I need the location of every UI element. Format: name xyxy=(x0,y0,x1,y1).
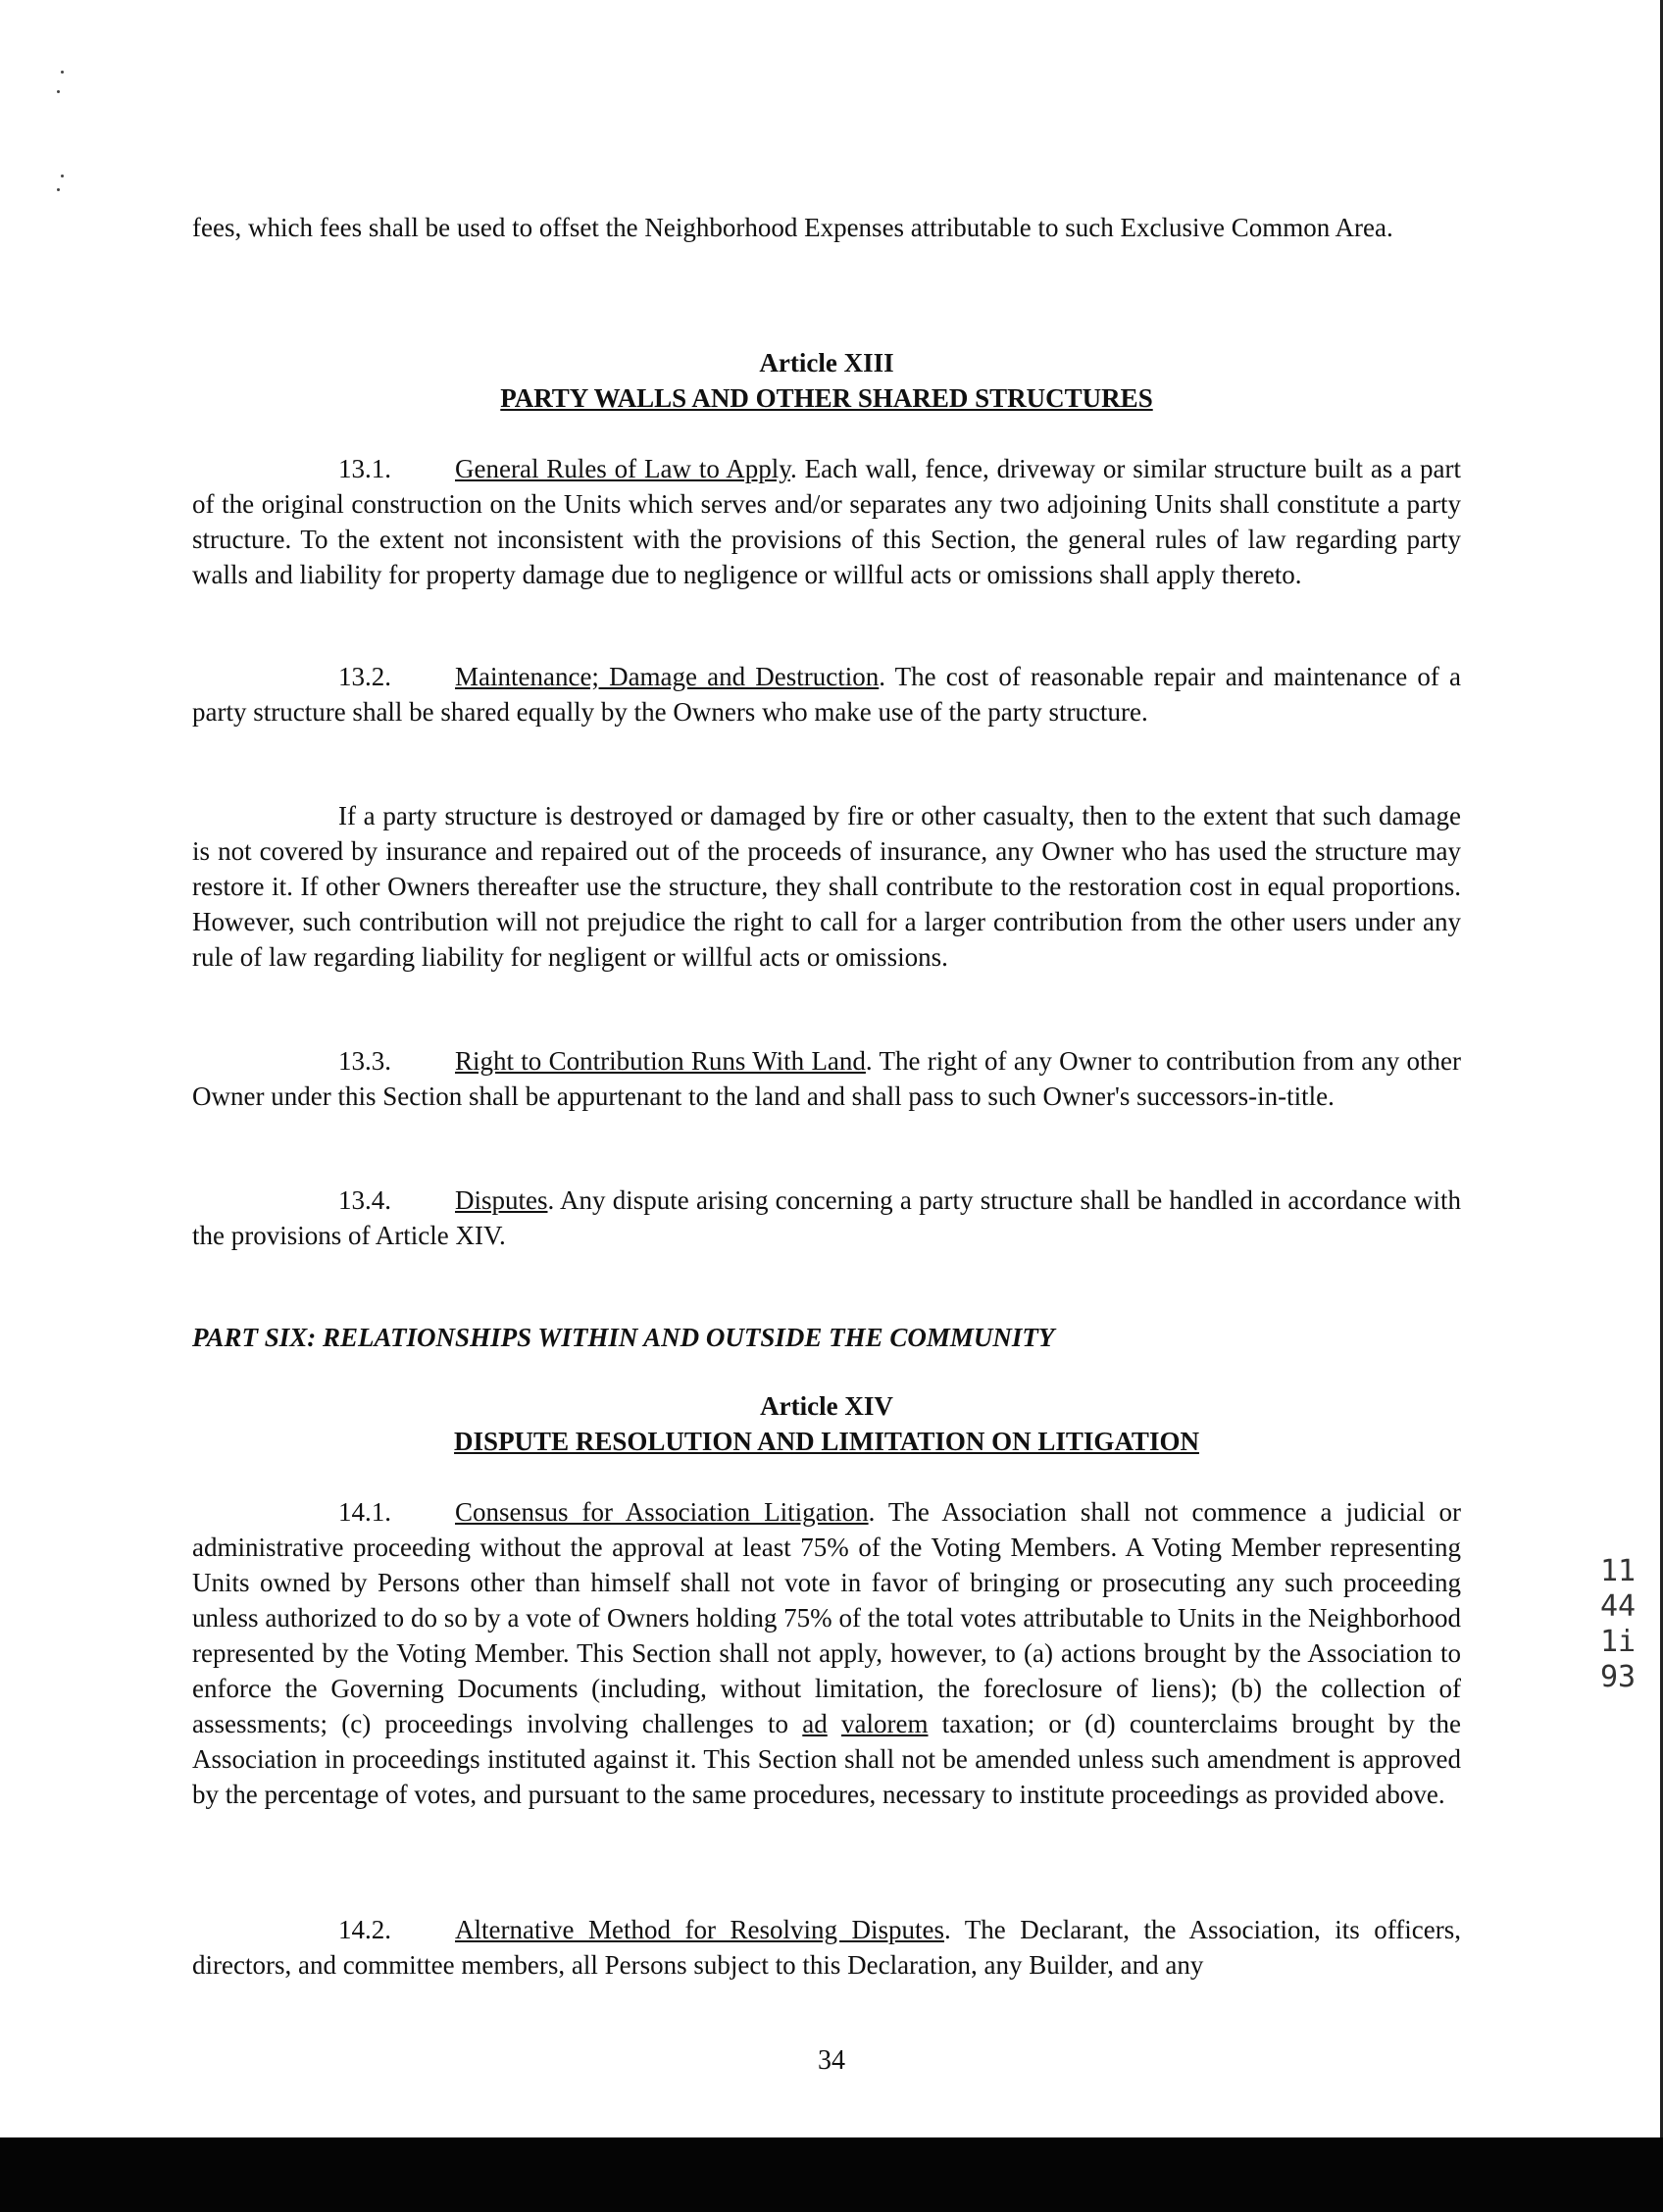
section-number: 13.4. xyxy=(338,1185,391,1215)
article-14-title: Article XIV xyxy=(760,1391,893,1421)
section-13-4 xyxy=(192,1182,1461,1253)
scan-speck xyxy=(57,90,60,93)
scan-speck xyxy=(61,71,64,74)
intro-text: fees, which fees shall be used to offset the Neighborhood Expenses attributable to such Exclusive Common Area. xyxy=(192,213,1393,242)
section-14-2 xyxy=(192,1912,1461,1983)
section-body: taxation; or (d) counterclaims brought by the Association in proceedings instituted against it. This Section shall not be amended unless such amendment is approved by the percentage of votes, and pursuant to the same procedures, necessary to institute proceedings as provided above. xyxy=(192,1709,1461,1809)
article-13-subtitle-text: PARTY WALLS AND OTHER SHARED STRUCTURES xyxy=(500,383,1153,413)
section-heading: Right to Contribution Runs With Land xyxy=(455,1046,866,1076)
section-body: . The cost of reasonable repair and maintenance of a party structure shall be shared equally by the Owners who make use of the party structure. xyxy=(192,662,1461,727)
margin-stamp: 11441i93 xyxy=(1599,1554,1637,1694)
intro-paragraph xyxy=(192,210,1461,245)
article-13-title: Article XIII xyxy=(759,348,894,377)
section-heading: Consensus for Association Litigation xyxy=(455,1497,869,1527)
section-heading: Disputes xyxy=(455,1185,548,1215)
article-14-subtitle-text: DISPUTE RESOLUTION AND LIMITATION ON LITIGATION xyxy=(454,1427,1199,1456)
section-number: 13.1. xyxy=(338,454,391,483)
section-heading: Maintenance; Damage and Destruction xyxy=(455,662,880,691)
section-13-2 xyxy=(192,659,1461,729)
section-body: . The Declarant, the Association, its officers, directors, and committee members, all Persons subject to this Declaration, any Builder, and any xyxy=(192,1915,1461,1980)
section-14-1 xyxy=(192,1494,1461,1812)
section-body: If a party structure is destroyed or damaged by fire or other casualty, then to the extent that such damage is not covered by insurance and repaired out of the proceeds of insurance, any Owner who has used the structure may restore it. If other Owners thereafter use the structure, they shall contribute to the restoration cost in equal proportions. However, such contribution will not prejudice the right to call for a larger contribution from the other users under any rule of law regarding liability for negligent or willful acts or omissions. xyxy=(192,801,1461,972)
section-number: 13.3. xyxy=(338,1046,391,1076)
underlined-term: valorem xyxy=(841,1709,929,1738)
article-14-subtitle xyxy=(192,1424,1461,1459)
section-13-1 xyxy=(192,451,1461,592)
section-number: 13.2. xyxy=(338,662,391,691)
scan-speck xyxy=(57,188,60,191)
scan-edge-bottom xyxy=(0,2137,1663,2212)
section-number: 14.1. xyxy=(338,1497,391,1527)
underlined-term: ad xyxy=(802,1709,828,1738)
section-number: 14.2. xyxy=(338,1915,391,1944)
article-13-subtitle xyxy=(192,380,1461,416)
page-number: 34 xyxy=(818,2045,845,2076)
section-body: . Any dispute arising concerning a party structure shall be handled in accordance with the provisions of Article XIV. xyxy=(192,1185,1461,1250)
section-13-2-paragraph-2 xyxy=(192,798,1461,975)
part-six-heading: PART SIX: RELATIONSHIPS WITHIN AND OUTSIDE THE COMMUNITY xyxy=(192,1323,1055,1352)
section-body: . The right of any Owner to contribution from any other Owner under this Section shall be appurtenant to the land and shall pass to such Owner's successors-in-title. xyxy=(192,1046,1461,1111)
section-heading: General Rules of Law to Apply xyxy=(455,454,790,483)
section-heading: Alternative Method for Resolving Disputes xyxy=(455,1915,945,1944)
section-body: . Each wall, fence, driveway or similar structure built as a part of the original construction on the Units which serves and/or separates any two adjoining Units shall constitute a party structure. To the extent not inconsistent with the provisions of this Section, the general rules of law regarding party walls and liability for property damage due to negligence or willful acts or omissions shall apply thereto. xyxy=(192,454,1462,589)
scan-speck xyxy=(61,175,64,177)
section-body: . The Association shall not commence a judicial or administrative proceeding without the approval at least 75% of the Voting Members. A Voting Member representing Units owned by Persons other than himself shall not vote in favor of bringing or prosecuting any such proceeding unless authorized to do so by a vote of Owners holding 75% of the total votes attributable to Units in the Neighborhood represented by the Voting Member. This Section shall not apply, however, to (a) actions brought by the Association to enforce the Governing Documents (including, without limitation, the foreclosure of liens); (b) the collection of assessments; (c) proceedings involving challenges to xyxy=(192,1497,1461,1738)
section-13-3 xyxy=(192,1043,1461,1114)
